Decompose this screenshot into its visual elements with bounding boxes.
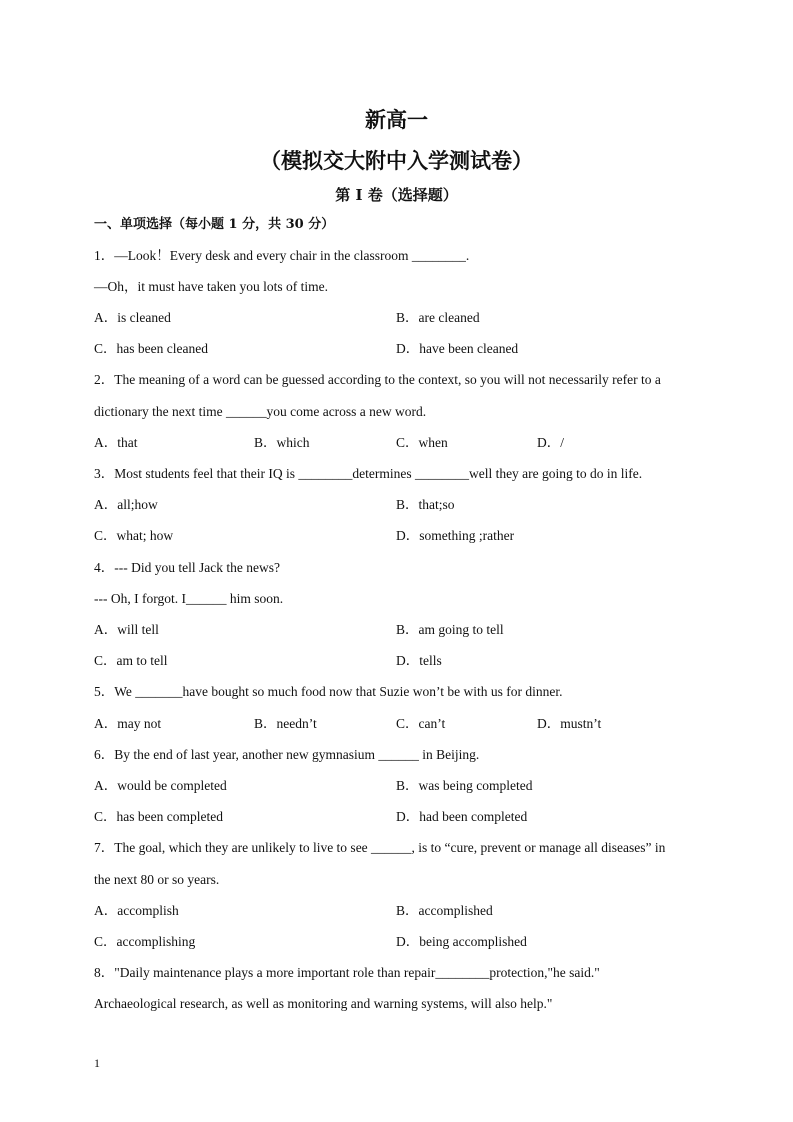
question-6-stem: 6．By the end of last year, another new gymnasium ______ in Beijing. [94, 747, 480, 762]
question-8-stem: 8．"Daily maintenance plays a more important role than repair________protection,"he said." [94, 965, 600, 980]
question-5-option-c: C．can’t [396, 716, 446, 731]
question-7-option-b: B．accomplished [396, 903, 493, 918]
question-6-option-b: B．was being completed [396, 778, 533, 793]
question-7-option-d: D．being accomplished [396, 934, 527, 949]
question-4-stem: 4．--- Did you tell Jack the news? [94, 560, 280, 575]
question-1-option-a: A．is cleaned [94, 310, 171, 325]
question-3-option-d: D．something ;rather [396, 528, 515, 543]
page-title: 新高一 [365, 107, 428, 132]
question-4-option-d: D．tells [396, 653, 442, 668]
question-1-option-d: D．have been cleaned [396, 341, 519, 356]
question-1-stem-line2: —Oh，it must have taken you lots of time. [94, 279, 328, 294]
question-7-option-c: C．accomplishing [94, 934, 196, 949]
question-4-option-a: A．will tell [94, 622, 159, 637]
question-1-option-b: B．are cleaned [396, 310, 480, 325]
question-6-option-c: C．has been completed [94, 809, 223, 824]
question-3-stem: 3．Most students feel that their IQ is ________determines ________well they are going to do in life. [94, 466, 643, 481]
page-number: 1 [94, 1056, 100, 1070]
question-5-option-b: B．needn’t [254, 716, 317, 731]
question-3-option-a: A．all;how [94, 497, 158, 512]
part-heading: 第 I 卷（选择题） [335, 186, 458, 204]
question-2-option-c: C．when [396, 435, 448, 450]
question-7-stem: 7．The goal, which they are unlikely to live to see ______, is to “cure, prevent or manage all diseases” in [94, 840, 666, 855]
question-7-stem-line2: the next 80 or so years. [94, 872, 220, 887]
question-2-option-d: D．/ [537, 435, 564, 450]
question-3-option-b: B．that;so [396, 497, 455, 512]
page-subtitle: （模拟交大附中入学测试卷） [260, 148, 533, 173]
question-1-stem: 1．—Look！Every desk and every chair in the classroom ________. [94, 248, 470, 263]
question-3-option-c: C．what; how [94, 528, 174, 543]
question-8-stem-line2: Archaeological research, as well as monitoring and warning systems, will also help." [94, 996, 553, 1011]
question-4-option-c: C．am to tell [94, 653, 168, 668]
section-heading: 一、单项选择（每小题 1 分，共 30 分） [94, 217, 335, 232]
question-5-stem: 5．We _______have bought so much food now that Suzie won’t be with us for dinner. [94, 684, 563, 699]
question-2-option-b: B．which [254, 435, 310, 450]
question-6-option-d: D．had been completed [396, 809, 528, 824]
question-2-stem: 2．The meaning of a word can be guessed according to the context, so you will not necessarily refer to a [94, 372, 661, 387]
question-2-option-a: A．that [94, 435, 138, 450]
question-2-stem-line2: dictionary the next time ______you come across a new word. [94, 404, 427, 419]
question-5-option-a: A．may not [94, 716, 162, 731]
question-7-option-a: A．accomplish [94, 903, 179, 918]
question-4-option-b: B．am going to tell [396, 622, 504, 637]
question-5-option-d: D．mustn’t [537, 716, 602, 731]
question-4-stem-line2: --- Oh, I forgot. I______ him soon. [94, 591, 284, 606]
question-1-option-c: C．has been cleaned [94, 341, 208, 356]
question-6-option-a: A．would be completed [94, 778, 227, 793]
